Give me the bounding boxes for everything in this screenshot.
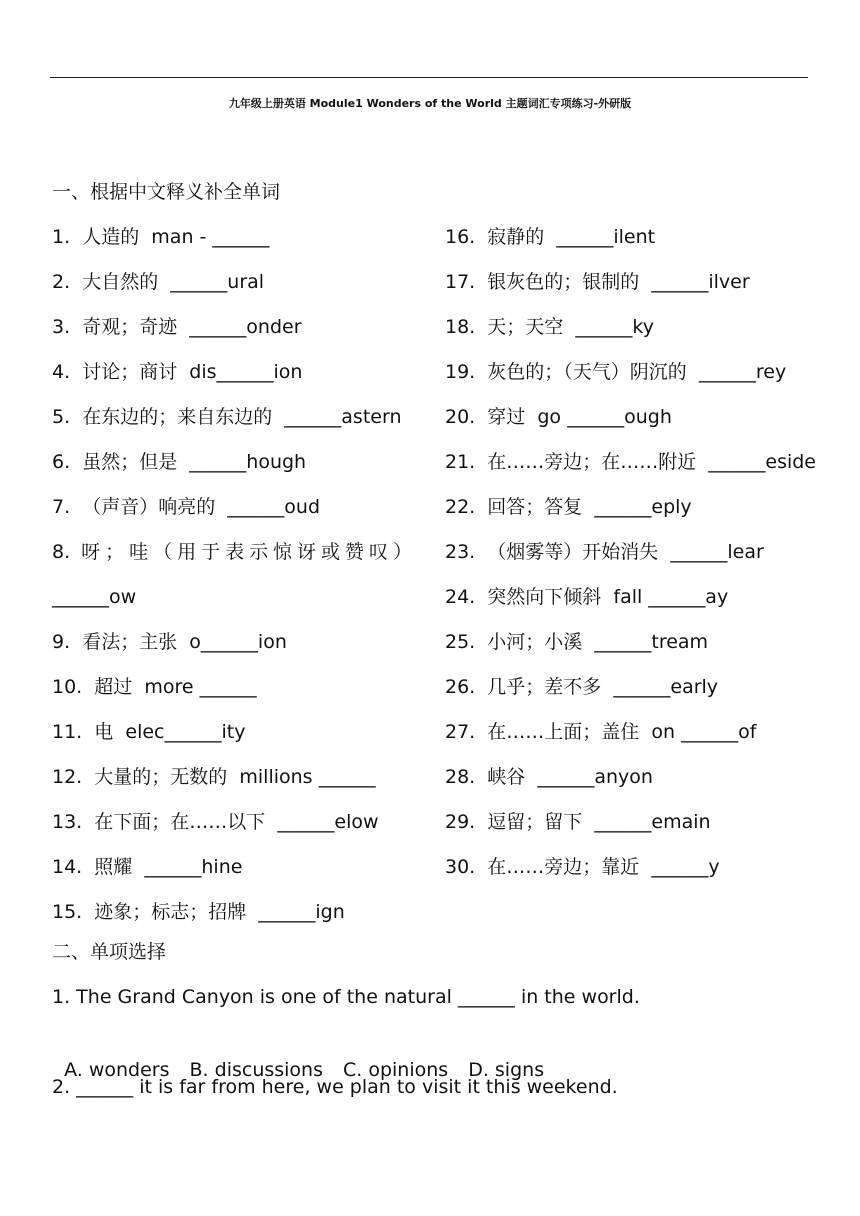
item-13: 13. 在下面；在……以下 ______elow <box>52 811 379 833</box>
item-17: 17. 银灰色的；银制的 ______ilver <box>445 271 750 293</box>
section-1-heading: 一、根据中文释义补全单词 <box>52 181 281 203</box>
item-25: 25. 小河；小溪 ______tream <box>445 631 709 653</box>
item-1: 1. 人造的 man - ______ <box>52 226 270 248</box>
item-21: 21. 在……旁边；在……附近 ______eside <box>445 451 816 473</box>
item-2: 2. 大自然的 ______ural <box>52 271 265 293</box>
option-c: C. opinions <box>343 1059 449 1081</box>
question-1-stem: 1. The Grand Canyon is one of the natural ______ in the world. <box>52 986 640 1008</box>
section-2-heading: 二、单项选择 <box>52 941 167 963</box>
question-2-stem: 2. ______ it is far from here, we plan to visit it this weekend. <box>52 1076 618 1098</box>
item-16: 16. 寂静的 ______ilent <box>445 226 656 248</box>
item-22: 22. 回答；答复 ______eply <box>445 496 692 518</box>
option-b: B. discussions <box>189 1059 323 1081</box>
item-6: 6. 虽然；但是 ______hough <box>52 451 307 473</box>
item-27: 27. 在……上面；盖住 on ______of <box>445 721 757 743</box>
item-3: 3. 奇观；奇迹 ______onder <box>52 316 302 338</box>
item-23: 23. （烟雾等）开始消失 ______lear <box>445 541 764 563</box>
item-11: 11. 电 elec______ity <box>52 721 246 743</box>
item-12: 12. 大量的；无数的 millions ______ <box>52 766 376 788</box>
item-14: 14. 照耀 ______hine <box>52 856 243 878</box>
item-20: 20. 穿过 go ______ough <box>445 406 672 428</box>
item-8-continued: ______ow <box>52 586 137 608</box>
item-24: 24. 突然向下倾斜 fall ______ay <box>445 586 729 608</box>
item-15: 15. 迹象；标志；招牌 ______ign <box>52 901 345 923</box>
option-a: A. wonders <box>64 1059 170 1081</box>
item-7: 7. （声音）响亮的 ______oud <box>52 496 321 518</box>
item-5: 5. 在东边的；来自东边的 ______astern <box>52 406 402 428</box>
item-9: 9. 看法；主张 o______ion <box>52 631 287 653</box>
item-29: 29. 逗留；留下 ______emain <box>445 811 711 833</box>
item-19: 19. 灰色的；（天气）阴沉的 ______rey <box>445 361 787 383</box>
item-4: 4. 讨论；商讨 dis______ion <box>52 361 303 383</box>
item-8: 8. 呀；哇（用于表示惊讶或赞叹） <box>52 541 412 563</box>
option-d: D. signs <box>468 1059 545 1081</box>
item-30: 30. 在……旁边；靠近 ______y <box>445 856 720 878</box>
item-10: 10. 超过 more ______ <box>52 676 257 698</box>
header-rule <box>50 77 808 78</box>
item-26: 26. 几乎；差不多 ______early <box>445 676 719 698</box>
item-28: 28. 峡谷 ______anyon <box>445 766 653 788</box>
item-18: 18. 天；天空 ______ky <box>445 316 654 338</box>
document-title: 九年级上册英语 Module1 Wonders of the World 主题词汇专项练习-外研版 <box>228 97 632 110</box>
